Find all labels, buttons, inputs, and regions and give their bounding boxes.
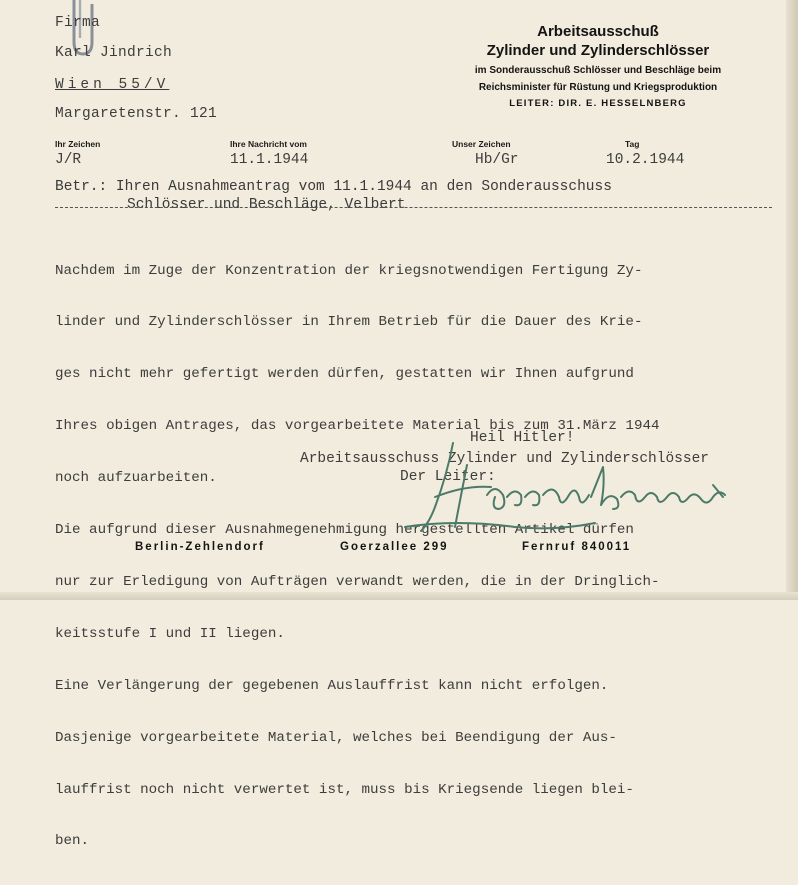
footer-phone: Fernruf 840011: [522, 541, 632, 553]
sender-line-city: Wien 55/V: [55, 77, 170, 93]
paper-edge-right: [786, 0, 798, 600]
closing-role: Der Leiter:: [400, 469, 496, 485]
body-line: ben.: [55, 833, 90, 850]
letter-body: [55, 228, 660, 885]
body-line: ges nicht mehr gefertigt werden dürfen, gestatten wir Ihnen aufgrund: [55, 366, 634, 383]
body-line: nur zur Erledigung von Aufträgen verwandt werden, die in der Dringlich-: [55, 573, 660, 590]
body-line: noch aufzuarbeiten.: [55, 470, 217, 487]
label-unser-zeichen: Unser Zeichen: [452, 139, 511, 149]
sender-line-street: Margaretenstr. 121: [55, 106, 218, 122]
letterhead-ministry: Reichsminister für Rüstung und Kriegsproduktion: [478, 82, 718, 93]
subject-line-2: Schlösser und Beschläge, Velbert: [127, 197, 406, 213]
subject-line-1: Betr.: Ihren Ausnahmeantrag vom 11.1.1944 an den Sonderausschuss: [55, 179, 612, 195]
closing-greeting: Heil Hitler!: [470, 430, 575, 446]
closing-organization: Arbeitsausschuss Zylinder und Zylinderschlösser: [300, 451, 709, 467]
handwritten-signature: [395, 435, 755, 545]
body-line: Nachdem im Zuge der Konzentration der kriegsnotwendigen Fertigung Zy-: [55, 262, 643, 279]
sender-line-firma: Firma: [55, 15, 101, 31]
value-unser-zeichen: Hb/Gr: [475, 152, 519, 168]
body-line: Die aufgrund dieser Ausnahmegenehmigung hergestellten Artikel dürfen: [55, 522, 634, 539]
letterhead-director: LEITER: DIR. E. HESSELNBERG: [509, 98, 687, 109]
letterhead-title: Arbeitsausschuß: [537, 23, 659, 40]
value-ihre-nachricht: 11.1.1944: [230, 152, 309, 168]
label-ihr-zeichen: Ihr Zeichen: [55, 139, 101, 149]
letterhead-subtitle: Zylinder und Zylinderschlösser: [486, 42, 710, 59]
subject-divider: [55, 207, 772, 208]
sender-line-name: Karl Jindrich: [55, 45, 173, 61]
body-line: keitsstufe I und II liegen.: [55, 625, 285, 642]
label-ihre-nachricht: Ihre Nachricht vom: [230, 139, 307, 149]
body-line: lauffrist noch nicht verwertet ist, muss bis Kriegsende liegen blei-: [55, 781, 634, 798]
body-line: Eine Verlängerung der gegebenen Auslauffrist kann nicht erfolgen.: [55, 677, 609, 694]
letterhead-committee: im Sonderausschuß Schlösser und Beschläge beim: [474, 65, 722, 76]
footer-city: Berlin-Zehlendorf: [135, 541, 265, 553]
value-ihr-zeichen: J/R: [55, 152, 82, 168]
body-line: Dasjenige vorgearbeitete Material, welches bei Beendigung der Aus-: [55, 729, 617, 746]
body-line: Ihres obigen Antrages, das vorgearbeitete Material bis zum 31.März 1944: [55, 418, 660, 435]
body-line: linder und Zylinderschlösser in Ihrem Betrieb für die Dauer des Krie-: [55, 314, 643, 331]
label-tag: Tag: [625, 139, 640, 149]
footer-street: Goerzallee 299: [340, 541, 449, 553]
value-tag: 10.2.1944: [606, 152, 685, 168]
letterhead: [438, 22, 758, 111]
